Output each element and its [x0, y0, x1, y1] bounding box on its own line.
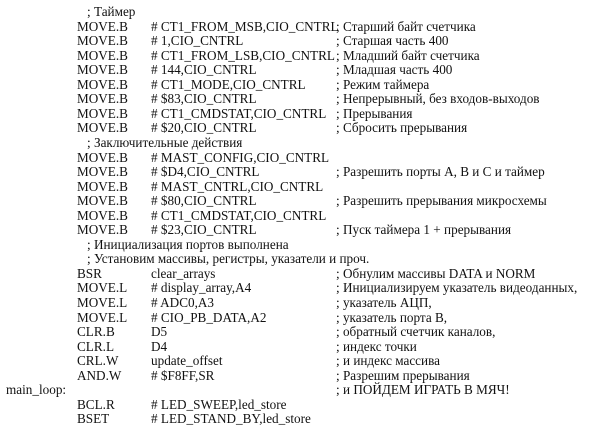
line-comment: ; Обнулим массивы DATA и NORM — [336, 265, 536, 281]
opcode: MOVE.B — [77, 47, 128, 63]
line-comment: ; обратный счетчик каналов, — [336, 324, 496, 340]
opcode: BSR — [77, 265, 102, 281]
line-comment: ; Непрерывный, без входов-выходов — [336, 91, 540, 107]
operands: # $83,CIO_CNTRL — [151, 91, 257, 107]
operands: # CT1_CMDSTAT,CIO_CNTRL — [151, 207, 327, 223]
section-comment: ; Установим массивы, регистры, указатели и проч. — [87, 251, 370, 267]
operands: # 1,CIO_CNTRL — [151, 33, 244, 49]
line-comment: ; Старший байт счетчика — [336, 18, 476, 34]
line-comment: ; Инициализируем указатель видеоданных, — [336, 280, 578, 296]
line-comment: ; указатель АЦП, — [336, 295, 432, 310]
code-label: main_loop: — [6, 382, 67, 398]
operands: # CT1_CMDSTAT,CIO_CNTRL — [151, 105, 327, 121]
section-comment: ; Инициализация портов выполнена — [87, 236, 289, 252]
opcode: MOVE.B — [77, 91, 128, 107]
opcode: BCL.R — [77, 396, 115, 412]
opcode: MOVE.B — [77, 207, 128, 223]
line-comment: ; Разрешить прерывания микросхемы — [336, 193, 547, 209]
line-comment: ; Разрешить порты A, B и C и таймер — [336, 164, 545, 180]
operands: # display_array,A4 — [151, 280, 252, 296]
opcode: MOVE.B — [77, 120, 128, 136]
opcode: MOVE.B — [77, 164, 128, 180]
operands: # CT1_MODE,CIO_CNTRL — [151, 76, 306, 92]
section-comment: ; Заключительные действия — [87, 135, 243, 150]
opcode: CLR.B — [77, 324, 115, 340]
line-comment: ; Старшая часть 400 — [336, 33, 449, 49]
operands: # LED_SWEEP,led_store — [151, 396, 287, 412]
operands: # $D4,CIO_CNTRL — [151, 164, 260, 180]
operands: # MAST_CNTRL,CIO_CNTRL — [151, 178, 324, 194]
opcode: CLR.L — [77, 338, 114, 354]
operands: # LED_STAND_BY,led_store — [151, 411, 311, 427]
operands: # $80,CIO_CNTRL — [151, 193, 257, 209]
opcode: AND.W — [77, 367, 122, 383]
operands: # CT1_FROM_MSB,CIO_CNTRL — [151, 18, 339, 34]
operands: # ADC0,A3 — [151, 295, 215, 310]
opcode: BSET — [77, 411, 110, 427]
operands: # CIO_PB_DATA,A2 — [151, 309, 267, 325]
line-comment: ; индекс точки — [336, 338, 417, 354]
opcode: MOVE.B — [77, 178, 128, 194]
line-comment: ; Младшая часть 400 — [336, 62, 453, 78]
opcode: MOVE.L — [77, 295, 128, 310]
line-comment: ; и ПОЙДЕМ ИГРАТЬ В МЯЧ! — [336, 382, 510, 398]
opcode: MOVE.L — [77, 280, 128, 296]
line-comment: ; Сбросить прерывания — [336, 120, 468, 136]
line-comment: ; Младший байт счетчика — [336, 47, 480, 63]
opcode: MOVE.L — [77, 309, 128, 325]
operands: clear_arrays — [151, 265, 216, 281]
operands: # $F8FF,SR — [151, 367, 215, 383]
opcode: MOVE.B — [77, 76, 128, 92]
operands: D4 — [151, 338, 168, 354]
operands: # $23,CIO_CNTRL — [151, 222, 257, 238]
line-comment: ; Пуск таймера 1 + прерывания — [336, 222, 512, 238]
operands: D5 — [151, 324, 168, 340]
opcode: MOVE.B — [77, 193, 128, 209]
operands: # MAST_CONFIG,CIO_CNTRL — [151, 149, 330, 165]
section-comment: ; Таймер — [87, 4, 136, 19]
operands: # 144,CIO_CNTRL — [151, 62, 257, 78]
opcode: MOVE.B — [77, 18, 128, 34]
opcode: MOVE.B — [77, 105, 128, 121]
opcode: CRL.W — [77, 353, 119, 369]
opcode: MOVE.B — [77, 222, 128, 238]
line-comment: ; Прерывания — [336, 105, 413, 121]
opcode: MOVE.B — [77, 62, 128, 78]
line-comment: ; Режим таймера — [336, 76, 430, 92]
operands: # CT1_FROM_LSB,CIO_CNTRL — [151, 47, 335, 63]
opcode: MOVE.B — [77, 149, 128, 165]
line-comment: ; и индекс массива — [336, 353, 440, 369]
opcode: MOVE.B — [77, 33, 128, 49]
operands: # $20,CIO_CNTRL — [151, 120, 257, 136]
operands: update_offset — [151, 353, 223, 369]
line-comment: ; указатель порта B, — [336, 309, 448, 325]
line-comment: ; Разрешим прерывания — [336, 367, 470, 383]
